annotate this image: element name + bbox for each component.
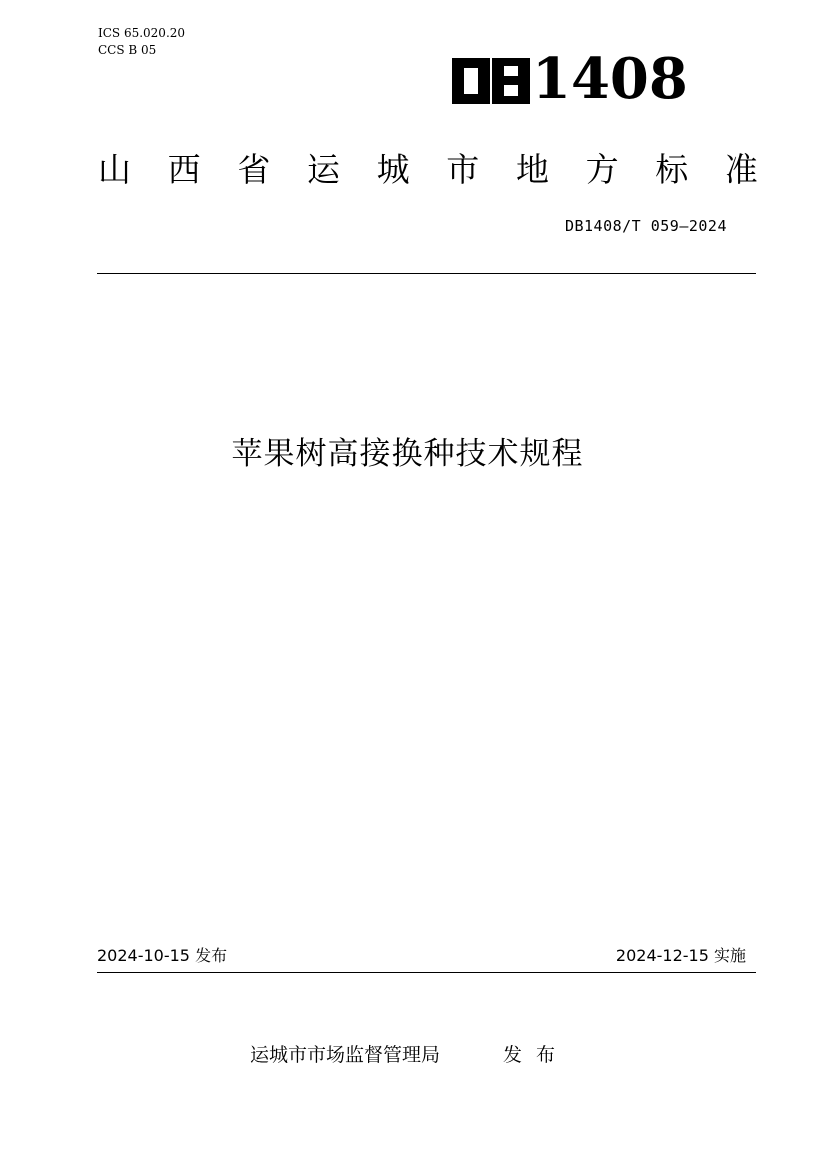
issuer-char: 西 <box>167 150 201 189</box>
db-logo-mark <box>452 58 530 104</box>
issuer-char: 地 <box>515 150 549 189</box>
issuer-char: 市 <box>446 150 480 189</box>
issuer-char: 山 <box>98 150 131 189</box>
issuer-char: 准 <box>724 150 758 189</box>
issuer-char: 标 <box>655 150 689 189</box>
document-title: 苹果树高接换种技术规程 <box>231 436 584 472</box>
logo-number: 1408 <box>532 46 688 112</box>
standard-issuer-title <box>98 148 758 192</box>
issuer-char: 运 <box>306 150 340 189</box>
logo-letter-b <box>492 58 530 104</box>
issuer-char: 方 <box>585 150 619 189</box>
ccs-code: CCS B 05 <box>98 43 157 57</box>
implementation-date: 2024-12-15 实施 <box>615 946 746 965</box>
issuer-char: 城 <box>376 150 410 189</box>
release-date: 2024-10-15 发布 <box>97 946 228 965</box>
publisher-name: 运城市市场监督管理局 <box>250 1044 441 1066</box>
top-divider <box>97 273 756 274</box>
logo-letter-d <box>452 58 490 104</box>
publish-action: 发布 <box>503 1044 570 1066</box>
ics-code: ICS 65.020.20 <box>98 26 186 40</box>
standard-code: DB1408/T 059—2024 <box>564 217 727 235</box>
bottom-divider <box>97 972 756 973</box>
issuer-char: 省 <box>237 150 271 189</box>
db-logo <box>452 44 688 112</box>
